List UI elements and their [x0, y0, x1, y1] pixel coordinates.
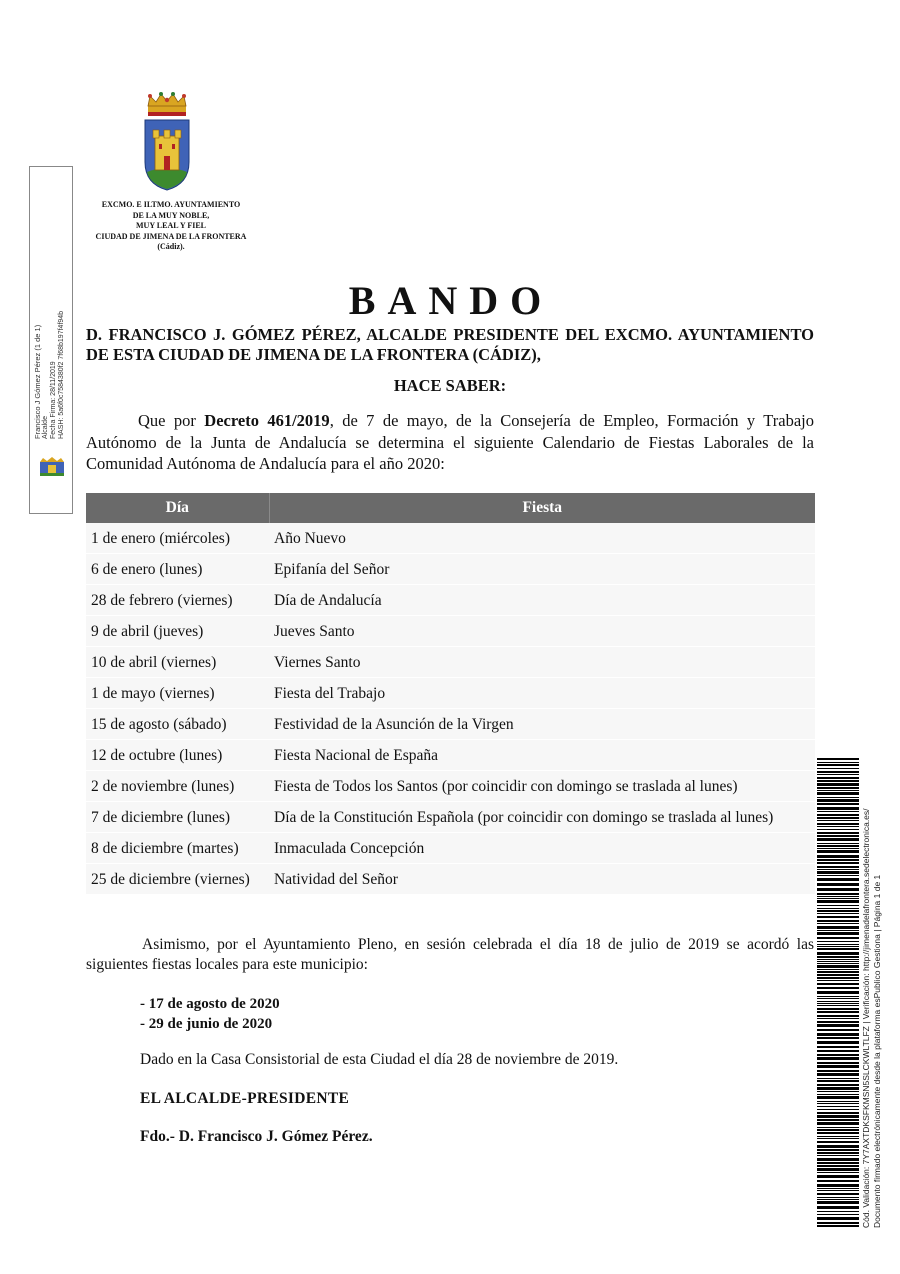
row-fiesta: Viernes Santo	[269, 647, 815, 678]
row-fiesta: Día de la Constitución Española (por coincidir con domingo se traslada al lunes)	[269, 802, 815, 833]
list-item: - 17 de agosto de 2020	[140, 996, 280, 1012]
municipio-line: MUY LEAL Y FIEL	[135, 221, 206, 230]
row-fiesta: Día de Andalucía	[269, 585, 815, 616]
row-dia: 12 de octubre (lunes)	[86, 740, 269, 771]
table-row	[86, 771, 815, 802]
table-row	[86, 709, 815, 740]
signature-stamp-text	[34, 169, 70, 439]
row-fiesta: Fiesta Nacional de España	[269, 740, 815, 771]
intro-post: , de 7 de mayo, de la Consejería de Empleo, Formación y Trabajo Autónomo de la Junta de Andalucía se determina el siguiente Calendario de Fiestas Laborales de la Comunidad Autónoma de Andalucía para el año 2020:	[86, 411, 815, 473]
intro-pre: Que por	[138, 411, 205, 430]
row-dia: 10 de abril (viernes)	[86, 647, 269, 678]
municipio-line: EXCMO. E ILTMO. AYUNTAMIENTO	[101, 200, 241, 209]
small-crest-icon	[39, 457, 65, 479]
row-fiesta: Fiesta del Trabajo	[269, 678, 815, 709]
table-row	[86, 554, 815, 585]
row-fiesta: Jueves Santo	[269, 616, 815, 647]
table-row	[86, 740, 815, 771]
signature-stamp	[29, 166, 73, 514]
row-dia: 6 de enero (lunes)	[86, 554, 269, 585]
alcalde-heading: D. FRANCISCO J. GÓMEZ PÉREZ, ALCALDE PRESIDENTE DEL EXCMO. AYUNTAMIENTO DE ESTA CIUDAD DE JIMENA DE LA FRONTERA (CÁDIZ),	[86, 325, 814, 364]
signer-name: Fdo.- D. Francisco J. Gómez Pérez.	[140, 1128, 373, 1145]
row-dia: 25 de diciembre (viernes)	[86, 864, 269, 895]
validation-line: Documento firmado electrónicamente desde la plataforma esPublico Gestiona | Página 1 de 1	[871, 874, 882, 1228]
table-row	[86, 616, 815, 647]
decreto-ref: Decreto 461/2019	[204, 411, 330, 430]
row-dia: 8 de diciembre (martes)	[86, 833, 269, 864]
table-row	[86, 833, 815, 864]
header-fiesta: Fiesta	[269, 493, 815, 523]
stamp-hash: HASH: 5a6f0c7584380f2 7f68b197f4f94b	[58, 310, 65, 439]
row-fiesta: Fiesta de Todos los Santos (por coincidir con domingo se traslada al lunes)	[269, 771, 815, 802]
row-fiesta: Festividad de la Asunción de la Virgen	[269, 709, 815, 740]
coat-of-arms-icon	[140, 92, 194, 192]
row-dia: 9 de abril (jueves)	[86, 616, 269, 647]
row-dia: 15 de agosto (sábado)	[86, 709, 269, 740]
row-dia: 28 de febrero (viernes)	[86, 585, 269, 616]
hace-saber-heading: HACE SABER:	[393, 376, 507, 395]
barcode-icon	[817, 758, 859, 1228]
signer-role: EL ALCALDE-PRESIDENTE	[140, 1090, 350, 1107]
row-fiesta: Año Nuevo	[269, 523, 815, 554]
stamp-date: Fecha Firma: 28/11/2019	[50, 361, 57, 439]
table-row	[86, 864, 815, 895]
table-row	[86, 585, 815, 616]
asimismo-text: Asimismo, por el Ayuntamiento Pleno, en sesión celebrada el día 18 de julio de 2019 se acordó las siguientes fiestas locales para este municipio:	[86, 936, 814, 973]
fiestas-table	[86, 493, 815, 895]
row-fiesta: Natividad del Señor	[269, 864, 815, 895]
row-dia: 1 de mayo (viernes)	[86, 678, 269, 709]
row-fiesta: Inmaculada Concepción	[269, 833, 815, 864]
validation-text	[861, 758, 885, 1228]
table-row	[86, 802, 815, 833]
dado-line: Dado en la Casa Consistorial de esta Ciudad el día 28 de noviembre de 2019.	[140, 1051, 619, 1068]
table-row	[86, 678, 815, 709]
table-header-row	[86, 493, 815, 523]
table-row	[86, 647, 815, 678]
municipio-line: DE LA MUY NOBLE,	[132, 210, 210, 220]
list-item: - 29 de junio de 2020	[140, 1016, 273, 1032]
row-dia: 2 de noviembre (lunes)	[86, 771, 269, 802]
table-row	[86, 523, 815, 554]
stamp-role: Alcalde	[42, 416, 49, 439]
row-dia: 7 de diciembre (lunes)	[86, 802, 269, 833]
municipio-line: CIUDAD DE JIMENA DE LA FRONTERA	[95, 231, 247, 241]
intro-paragraph	[86, 410, 814, 475]
row-dia: 1 de enero (miércoles)	[86, 523, 269, 554]
stamp-signer: Francisco J Gómez Pérez (1 de 1)	[33, 324, 42, 439]
asimismo-paragraph	[86, 935, 814, 974]
municipio-line: (Cádiz).	[157, 242, 185, 251]
municipio-heading	[80, 200, 262, 253]
header-dia: Día	[86, 493, 269, 523]
page-title: BANDO	[348, 278, 554, 323]
fiestas-locales-list	[140, 994, 280, 1034]
validation-line: Cód. Validación: 7Y7AXTDKSFKMSN5SLCKWLTLFZ | Verificación: http://jimenadelafrontera.sedelectronica.es/	[861, 808, 871, 1228]
row-fiesta: Epifanía del Señor	[269, 554, 815, 585]
